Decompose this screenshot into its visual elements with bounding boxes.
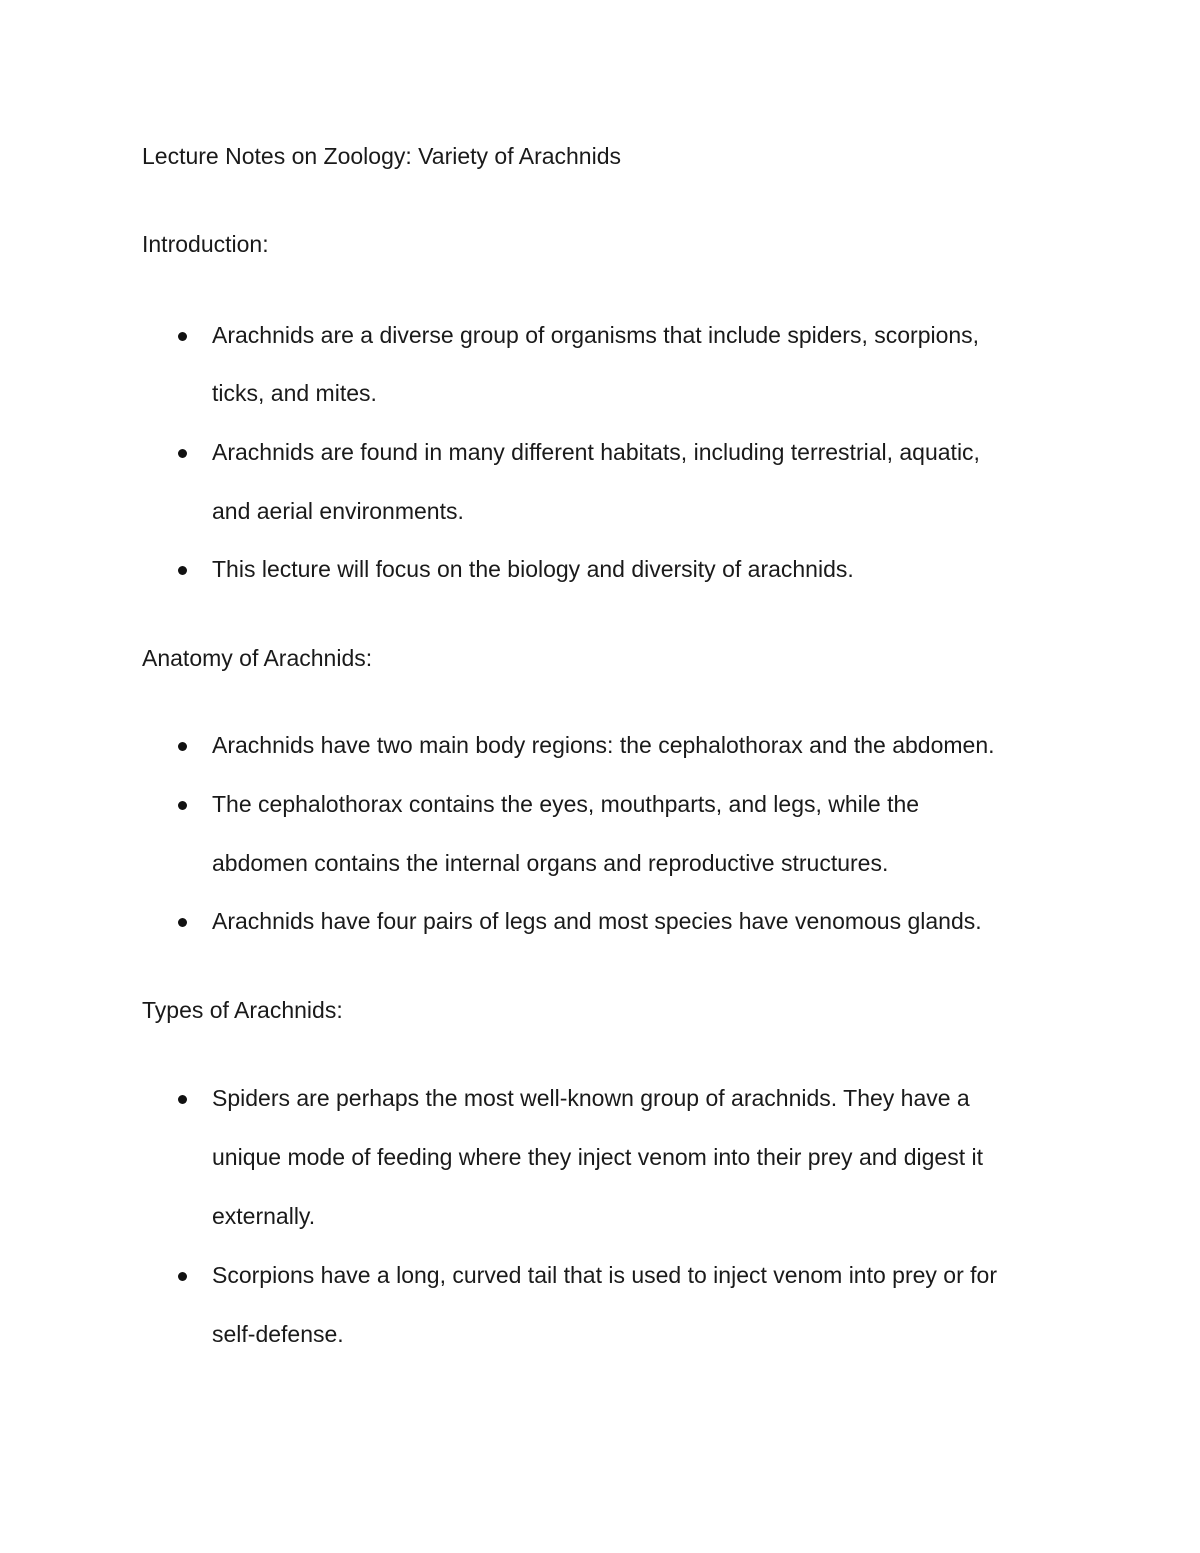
list-item-text: and aerial environments. [212,498,464,524]
bullet-icon [178,801,187,810]
list-item-text: externally. [212,1203,316,1229]
list-item-text: unique mode of feeding where they inject venom into their prey and digest it [212,1144,983,1170]
bullet-icon [178,566,187,575]
list-item-text: Arachnids are found in many different habitats, including terrestrial, aquatic, [212,439,980,465]
list-item-text: abdomen contains the internal organs and reproductive structures. [212,850,889,876]
list-item-text: ticks, and mites. [212,380,377,406]
list-item-text: The cephalothorax contains the eyes, mouthparts, and legs, while the [212,791,920,817]
list-item-text: Arachnids have two main body regions: the cephalothorax and the abdomen. [212,732,995,758]
bullet-icon [178,332,187,341]
bullet-icon [178,918,187,927]
section-heading-introduction: Introduction: [142,231,269,257]
list-item-text: Spiders are perhaps the most well-known group of arachnids. They have a [212,1085,970,1111]
document-title: Lecture Notes on Zoology: Variety of Arachnids [142,143,622,169]
list-item-text: self-defense. [212,1321,344,1347]
list-item-text: This lecture will focus on the biology and diversity of arachnids. [212,556,854,582]
bullet-icon [178,742,187,751]
bullet-icon [178,1272,187,1281]
list-item-text: Arachnids are a diverse group of organisms that include spiders, scorpions, [212,322,980,348]
bullet-icon [178,449,187,458]
section-heading-anatomy: Anatomy of Arachnids: [142,645,373,671]
list-item-text: Scorpions have a long, curved tail that is used to inject venom into prey or for [212,1262,997,1288]
section-heading-types: Types of Arachnids: [142,997,343,1023]
bullet-icon [178,1095,187,1104]
list-item-text: Arachnids have four pairs of legs and most species have venomous glands. [212,908,982,934]
